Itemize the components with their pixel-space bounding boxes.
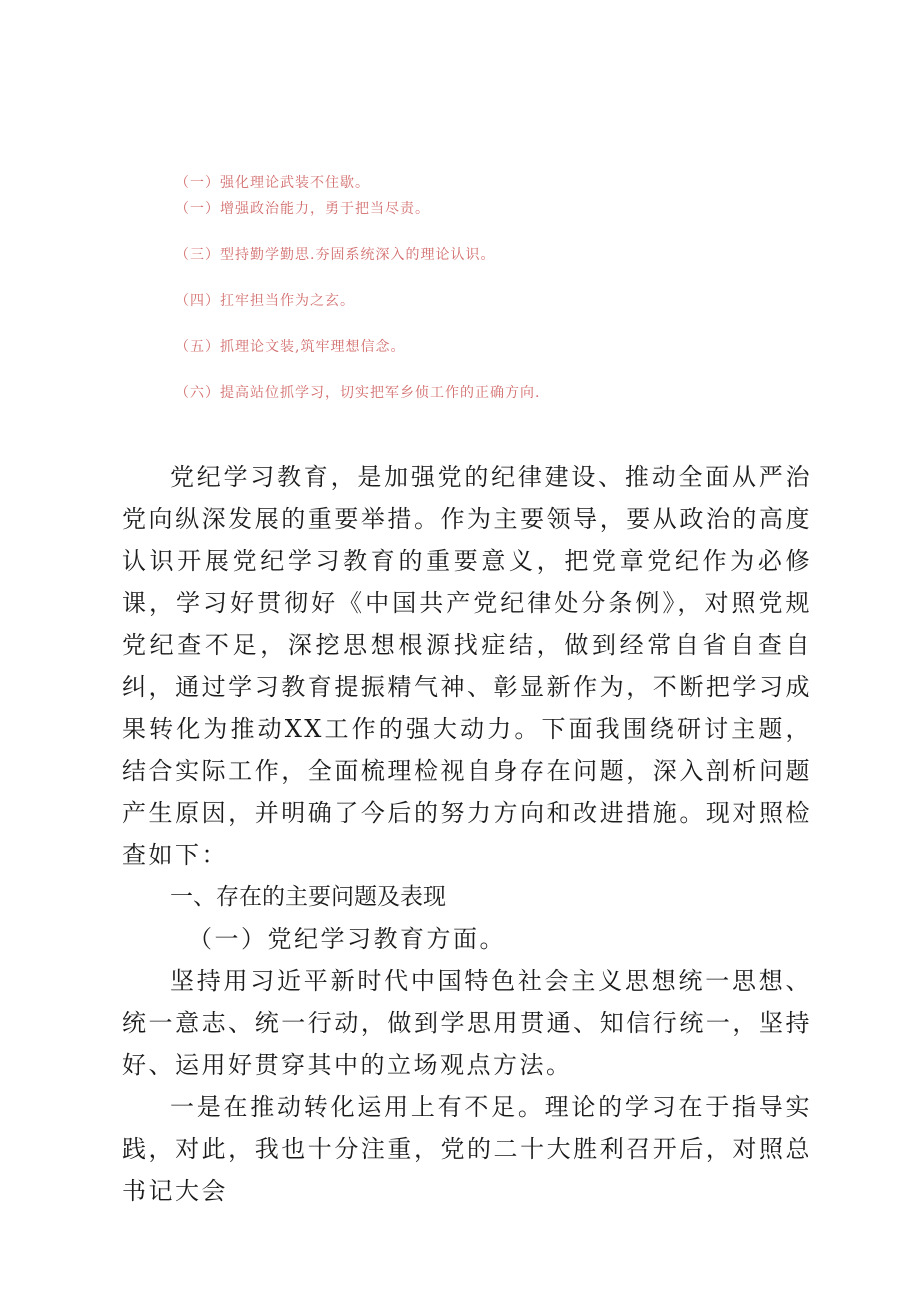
subsection-heading: （一）党纪学习教育方面。 [188, 925, 506, 953]
outline-item-1: （一）强化理论武装不住歇。 [175, 175, 370, 191]
document-body [122, 456, 812, 1212]
outline-item-4: （四）扛牢担当作为之玄。 [175, 293, 355, 309]
body-paragraph-3: 一是在推动转化运用上有不足。理论的学习在于指导实践，对此，我也十分注重，党的二十大胜利召开后，对照总书记大会 [122, 1093, 812, 1205]
body-paragraph-2: 坚持用习近平新时代中国特色社会主义思想统一思想、统一意志、统一行动，做到学思用贯通、知信行统一，坚持好、运用好贯穿其中的立场观点方法。 [122, 967, 812, 1079]
outline-item-3: （三）型持勤学勤思.夯固系统深入的理论认识。 [175, 247, 496, 263]
section-heading: 一、存在的主要问题及表现 [170, 884, 446, 910]
outline-item-6: （六）提高站位抓学习，切实把军乡侦工作的正确方向. [175, 385, 541, 401]
intro-paragraph: 党纪学习教育，是加强党的纪律建设、推动全面从严治党向纵深发展的重要举措。作为主要领导，要从政治的高度认识开展党纪学习教育的重要意义，把党章党纪作为必修课，学习好贯彻好《中国共产党纪律处分条例》，对照党规党纪查不足，深挖思想根源找症结，做到经常自省自查自纠，通过学习教育提振精气神、彰显新作为，不断把学习成果转化为推动XX工作的强大动力。下面我围绕研讨主题，结合实际工作，全面梳理检视自身存在问题，深入剖析问题产生原因，并明确了今后的努力方向和改进措施。现对照检查如下： [122, 463, 812, 869]
outline-item-5: （五）抓理论文装,筑牢理想信念。 [175, 339, 406, 355]
outline-item-2: （一）增强政治能力，勇于把当尽责。 [175, 201, 430, 217]
